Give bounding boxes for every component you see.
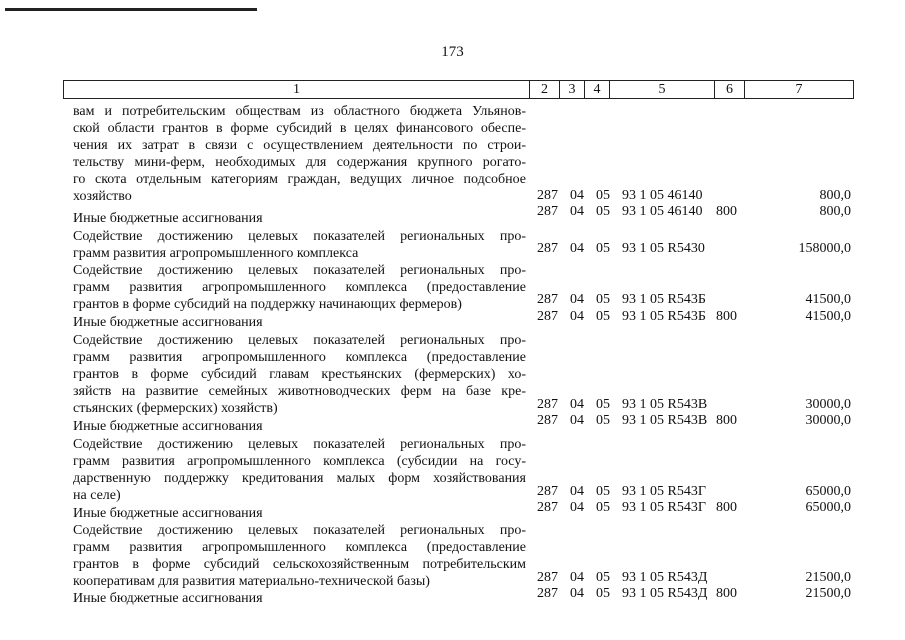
cell-c3: 04 — [570, 397, 584, 412]
table-row — [0, 499, 905, 516]
cell-c5: 93 1 05 R543Г — [622, 500, 706, 515]
cell-c6: 800 — [716, 204, 737, 219]
description-line: грамм развития агропромышленного комплекса (предоставление — [73, 350, 526, 365]
cell-c5: 93 1 05 R543Г — [622, 484, 706, 499]
cell-c4: 05 — [596, 309, 610, 324]
cell-c7: 41500,0 — [805, 309, 851, 324]
description-line: Иные бюджетные ассигнования — [73, 506, 263, 521]
description-line: хозяйство — [73, 189, 132, 204]
description-line: го скота отдельным категориям граждан, ведущих личное подсобное — [73, 172, 526, 187]
cell-c6: 800 — [716, 500, 737, 515]
description-line: Иные бюджетные ассигнования — [73, 211, 263, 226]
cell-c7: 800,0 — [819, 188, 851, 203]
cell-c7: 41500,0 — [805, 292, 851, 307]
table-row — [0, 483, 905, 500]
cell-c5: 93 1 05 46140 — [622, 204, 703, 219]
description-line: Иные бюджетные ассигнования — [73, 419, 263, 434]
cell-c4: 05 — [596, 586, 610, 601]
cell-c2: 287 — [537, 397, 558, 412]
cell-c4: 05 — [596, 188, 610, 203]
table-row — [0, 569, 905, 586]
description-line: Содействие достижению целевых показателей региональных про- — [73, 437, 526, 452]
cell-c6: 800 — [716, 309, 737, 324]
cell-c7: 158000,0 — [798, 241, 851, 256]
cell-c7: 65000,0 — [805, 500, 851, 515]
header-col-2: 2 — [529, 81, 559, 98]
top-rule — [5, 8, 257, 11]
description-line: Содействие достижению целевых показателей региональных про- — [73, 333, 526, 348]
cell-c3: 04 — [570, 570, 584, 585]
cell-c3: 04 — [570, 241, 584, 256]
cell-c5: 93 1 05 R543В — [622, 397, 708, 412]
description-line: вам и потребительским обществам из областного бюджета Ульянов- — [73, 104, 526, 119]
header-col-7: 7 — [744, 81, 853, 98]
cell-c5: 93 1 05 R543Б — [622, 309, 706, 324]
cell-c7: 65000,0 — [805, 484, 851, 499]
page-number: 173 — [441, 44, 464, 60]
cell-c5: 93 1 05 R543В — [622, 413, 708, 428]
description-line: грамм развития агропромышленного комплекса (предоставление — [73, 280, 526, 295]
description-line: кооперативам для развития материально-технической базы) — [73, 574, 430, 589]
table-row — [0, 308, 905, 325]
cell-c3: 04 — [570, 484, 584, 499]
cell-c2: 287 — [537, 413, 558, 428]
description-line: на селе) — [73, 488, 121, 503]
cell-c7: 800,0 — [819, 204, 851, 219]
description-line: грантов в форме субсидий на поддержку начинающих фермеров) — [73, 297, 462, 312]
description-line: тельству мини-ферм, необходимых для содержания крупного рогато- — [73, 155, 526, 170]
cell-c2: 287 — [537, 204, 558, 219]
table-row — [0, 240, 905, 257]
cell-c7: 30000,0 — [805, 413, 851, 428]
cell-c2: 287 — [537, 484, 558, 499]
table-row — [0, 396, 905, 413]
cell-c3: 04 — [570, 188, 584, 203]
description-line: грантов в форме субсидий главам крестьянских (фермерских) хо- — [73, 367, 526, 382]
description-line: грантов в форме субсидий сельскохозяйственным потребительским — [73, 557, 526, 572]
cell-c4: 05 — [596, 292, 610, 307]
description-line: стьянских (фермерских) хозяйств) — [73, 401, 278, 416]
cell-c7: 21500,0 — [805, 586, 851, 601]
cell-c4: 05 — [596, 570, 610, 585]
description-line: Содействие достижению целевых показателей региональных про- — [73, 523, 526, 538]
cell-c4: 05 — [596, 500, 610, 515]
cell-c4: 05 — [596, 413, 610, 428]
description-line: грамм развития агропромышленного комплекса (предоставление — [73, 540, 526, 555]
table-row — [0, 187, 905, 204]
cell-c3: 04 — [570, 309, 584, 324]
cell-c3: 04 — [570, 500, 584, 515]
cell-c5: 93 1 05 R543Б — [622, 292, 706, 307]
cell-c7: 21500,0 — [805, 570, 851, 585]
header-col-1: 1 — [293, 82, 300, 97]
cell-c7: 30000,0 — [805, 397, 851, 412]
cell-c5: 93 1 05 R543Д — [622, 570, 708, 585]
header-col-5: 5 — [609, 81, 714, 98]
description-line: грамм развития агропромышленного комплекса — [73, 246, 359, 261]
header-col-3: 3 — [559, 81, 584, 98]
cell-c4: 05 — [596, 484, 610, 499]
cell-c2: 287 — [537, 570, 558, 585]
table-row — [0, 203, 905, 220]
cell-c3: 04 — [570, 413, 584, 428]
description-line: Содействие достижению целевых показателей региональных про- — [73, 229, 526, 244]
description-line: чения их затрат в связи с осуществлением деятельности по строи- — [73, 138, 526, 153]
table-row — [0, 585, 905, 602]
cell-c6: 800 — [716, 413, 737, 428]
description-line: Иные бюджетные ассигнования — [73, 315, 263, 330]
description-line: зяйств на развитие семейных животноводческих ферм на базе кре- — [73, 384, 526, 399]
cell-c4: 05 — [596, 204, 610, 219]
table-row — [0, 291, 905, 308]
cell-c2: 287 — [537, 586, 558, 601]
cell-c6: 800 — [716, 586, 737, 601]
header-col-4: 4 — [584, 81, 609, 98]
cell-c3: 04 — [570, 204, 584, 219]
cell-c2: 287 — [537, 241, 558, 256]
description-line: грамм развития агропромышленного комплекса (субсидии на госу- — [73, 454, 526, 469]
cell-c5: 93 1 05 R5430 — [622, 241, 705, 256]
cell-c2: 287 — [537, 188, 558, 203]
cell-c4: 05 — [596, 397, 610, 412]
description-line: дарственную поддержку кредитования малых форм хозяйствования — [73, 471, 526, 486]
table-header — [63, 80, 854, 99]
description-line: Содействие достижению целевых показателей региональных про- — [73, 263, 526, 278]
cell-c3: 04 — [570, 586, 584, 601]
cell-c5: 93 1 05 46140 — [622, 188, 703, 203]
cell-c2: 287 — [537, 500, 558, 515]
cell-c2: 287 — [537, 292, 558, 307]
cell-c3: 04 — [570, 292, 584, 307]
header-col-6: 6 — [714, 81, 744, 98]
cell-c4: 05 — [596, 241, 610, 256]
description-line: Иные бюджетные ассигнования — [73, 591, 263, 606]
table-row — [0, 412, 905, 429]
cell-c2: 287 — [537, 309, 558, 324]
cell-c5: 93 1 05 R543Д — [622, 586, 708, 601]
description-line: ской области грантов в форме субсидий в целях финансового обеспе- — [73, 121, 526, 136]
